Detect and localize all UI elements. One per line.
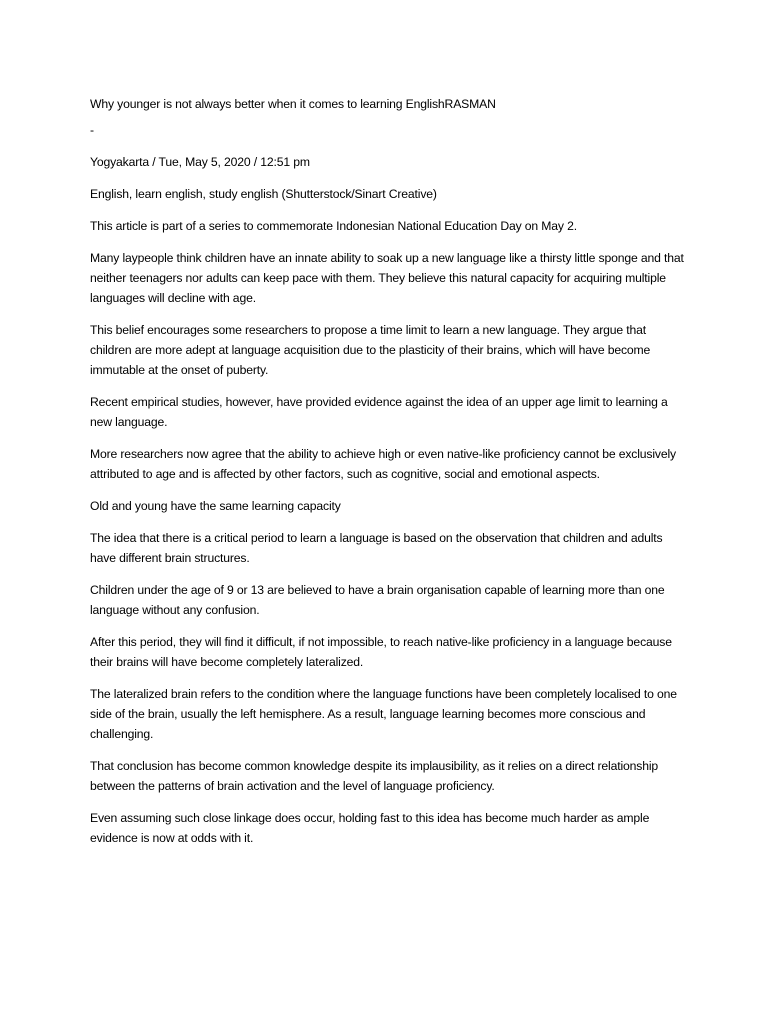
paragraph: More researchers now agree that the ability to achieve high or even native-like proficiency cannot be exclusively attributed to age and is affected by other factors, such as cognitive, social and emotional aspects. <box>90 447 676 481</box>
section-heading: Old and young have the same learning capacity <box>90 499 341 513</box>
paragraph: That conclusion has become common knowledge despite its implausibility, as it relies on a direct relationship between the patterns of brain activation and the level of language proficiency. <box>90 759 659 793</box>
article-title: Why younger is not always better when it comes to learning EnglishRASMAN <box>90 97 496 111</box>
paragraph: The lateralized brain refers to the condition where the language functions have been completely localised to one side of the brain, usually the left hemisphere. As a result, language learning becomes more conscious and challenging. <box>90 687 677 741</box>
paragraph: This belief encourages some researchers to propose a time limit to learn a new language. They argue that children are more adept at language acquisition due to the plasticity of their brains, which will have become immutable at the onset of puberty. <box>90 323 651 377</box>
image-caption: English, learn english, study english (Shutterstock/Sinart Creative) <box>90 187 437 201</box>
paragraph-intro: This article is part of a series to commemorate Indonesian National Education Day on May 2. <box>90 219 577 233</box>
paragraph: Many laypeople think children have an innate ability to soak up a new language like a thirsty little sponge and that neither teenagers nor adults can keep pace with them. They believe this natural capacity for acquiring multiple languages will decline with age. <box>90 251 684 305</box>
article-dateline: Yogyakarta / Tue, May 5, 2020 / 12:51 pm <box>90 155 310 169</box>
paragraph: After this period, they will find it difficult, if not impossible, to reach native-like proficiency in a language because their brains will have become completely lateralized. <box>90 635 672 669</box>
paragraph: The idea that there is a critical period to learn a language is based on the observation that children and adults have different brain structures. <box>90 531 663 565</box>
separator-dash: - <box>90 123 94 137</box>
article-body <box>90 94 686 860</box>
paragraph: Children under the age of 9 or 13 are believed to have a brain organisation capable of learning more than one language without any confusion. <box>90 583 665 617</box>
paragraph: Even assuming such close linkage does occur, holding fast to this idea has become much harder as ample evidence is now at odds with it. <box>90 811 650 845</box>
paragraph: Recent empirical studies, however, have provided evidence against the idea of an upper age limit to learning a new language. <box>90 395 668 429</box>
